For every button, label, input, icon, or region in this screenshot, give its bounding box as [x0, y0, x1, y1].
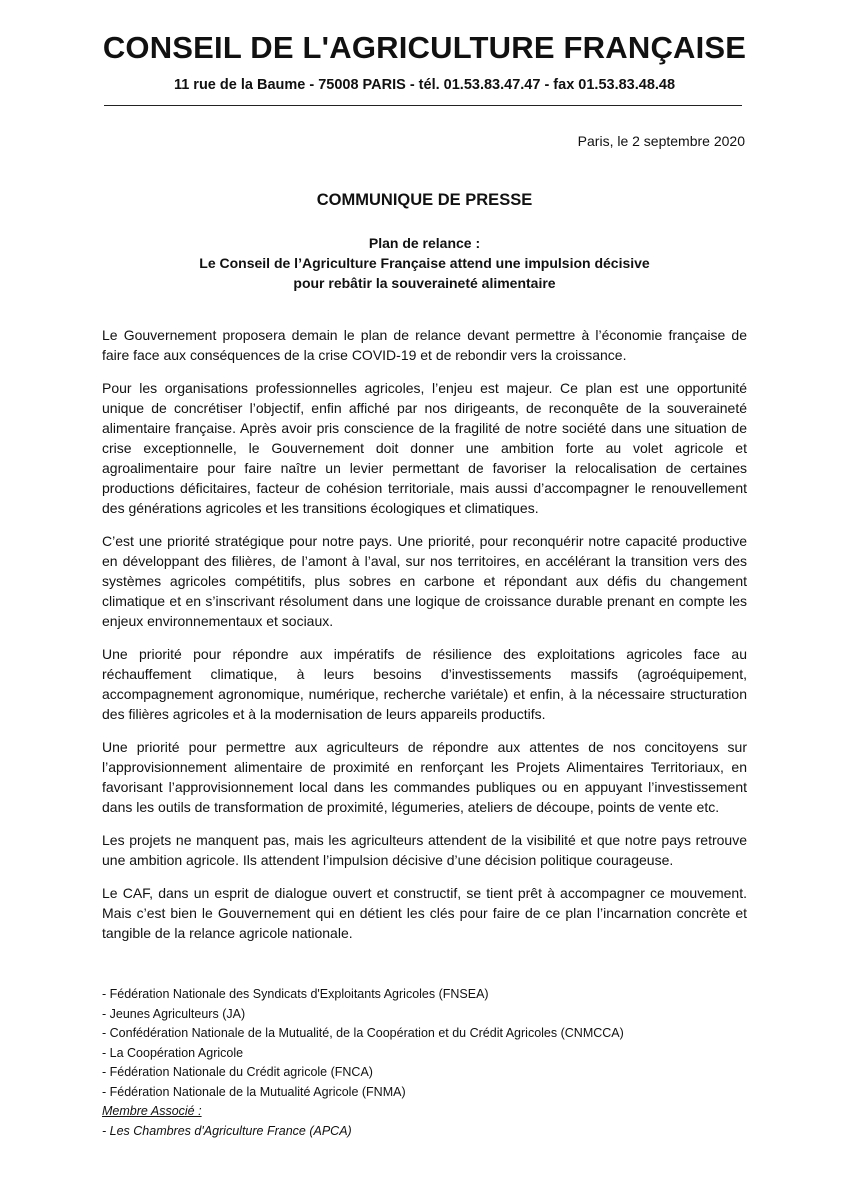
organization-address: 11 rue de la Baume - 75008 PARIS - tél. 01.53.83.47.47 - fax 01.53.83.48.48 — [173, 77, 676, 93]
member-item: - Fédération Nationale des Syndicats d'Exploitants Agricoles (FNSEA) — [102, 987, 489, 1001]
member-item: - Jeunes Agriculteurs (JA) — [102, 1006, 246, 1021]
body-paragraph-7: Le CAF, dans un esprit de dialogue ouvert et constructif, se tient prêt à accompagner ce mouvement. Mais c’est bien le Gouvernement qui en détient les clés pour faire de ce plan l’incarnation concrète et tangible de la relance agricole nationale. — [102, 885, 747, 941]
body-paragraph-1: Le Gouvernement proposera demain le plan de relance devant permettre à l’économie française de faire face aux conséquences de la crise COVID-19 et de rebondir vers la croissance. — [102, 327, 747, 363]
subtitle-line-1: Plan de relance : — [368, 235, 481, 251]
associate-member-item: - Les Chambres d'Agriculture France (APCA) — [102, 1123, 352, 1138]
body-text — [102, 325, 747, 956]
header-divider — [104, 105, 742, 106]
press-release-subtitle — [0, 233, 849, 293]
member-item: - Confédération Nationale de la Mutualité, de la Coopération et du Crédit Agricoles (CNMCCA) — [102, 1026, 624, 1040]
body-paragraph-6: Les projets ne manquent pas, mais les agriculteurs attendent de la visibilité et que notre pays retrouve une ambition agricole. Ils attendent l’impulsion décisive d’une décision politique courageuse. — [102, 832, 747, 868]
member-item: - La Coopération Agricole — [102, 1045, 244, 1060]
body-paragraph-4: Une priorité pour répondre aux impératifs de résilience des exploitations agricoles face au réchauffement climatique, à leurs besoins d’investissements massifs (agroéquipement, accompagnement agronomique, numérique, recherche variétale) et enfin, à la nécessaire structuration des filières agricoles et à la modernisation de leurs appareils productifs. — [102, 646, 747, 722]
organization-name: CONSEIL DE L'AGRICULTURE FRANÇAISE — [102, 30, 747, 65]
subtitle-line-3: pour rebâtir la souveraineté alimentaire — [293, 275, 556, 291]
subtitle-line-2: Le Conseil de l’Agriculture Française attend une impulsion décisive — [199, 255, 650, 271]
associate-member-heading: Membre Associé : — [102, 1104, 202, 1118]
body-paragraph-2: Pour les organisations professionnelles agricoles, l’enjeu est majeur. Ce plan est une opportunité unique de concrétiser l’objectif, enfin affiché par nos dirigeants, de reconquête de la souveraineté alimentaire française. Après avoir pris conscience de la fragilité de notre société dans une situation de crise exceptionnelle, le Gouvernement doit donner une ambition forte au volet agricole et agroalimentaire pour faire naître un levier permettant de favoriser la relocalisation de certaines productions déficitaires, facteur de cohésion territoriale, mais aussi d’accompagner le renouvellement des générations agricoles et les transitions écologiques et climatiques. — [102, 380, 747, 516]
member-organizations-list — [102, 985, 747, 1141]
member-item: - Fédération Nationale de la Mutualité Agricole (FNMA) — [102, 1084, 406, 1099]
date-line: Paris, le 2 septembre 2020 — [577, 133, 745, 149]
document-type-title: COMMUNIQUE DE PRESSE — [316, 191, 533, 209]
body-paragraph-5: Une priorité pour permettre aux agriculteurs de répondre aux attentes de nos concitoyens sur l’approvisionnement alimentaire de proximité en renforçant les Projets Alimentaires Territoriaux, en favorisant l’approvisionnement local dans les commandes publiques ou en appuyant l’investissement dans les outils de transformation de proximité, légumeries, ateliers de découpe, points de vente etc. — [102, 739, 747, 815]
member-item: - Fédération Nationale du Crédit agricole (FNCA) — [102, 1065, 373, 1079]
body-paragraph-3: C’est une priorité stratégique pour notre pays. Une priorité, pour reconquérir notre capacité productive en développant des filières, de l’amont à l’aval, sur nos territoires, en accélérant la transition vers des systèmes agricoles compétitifs, plus sobres en carbone et répondant aux défis du changement climatique et en s’inscrivant résolument dans une logique de croissance durable prenant en compte les enjeux environnementaux et sociaux. — [102, 533, 747, 629]
